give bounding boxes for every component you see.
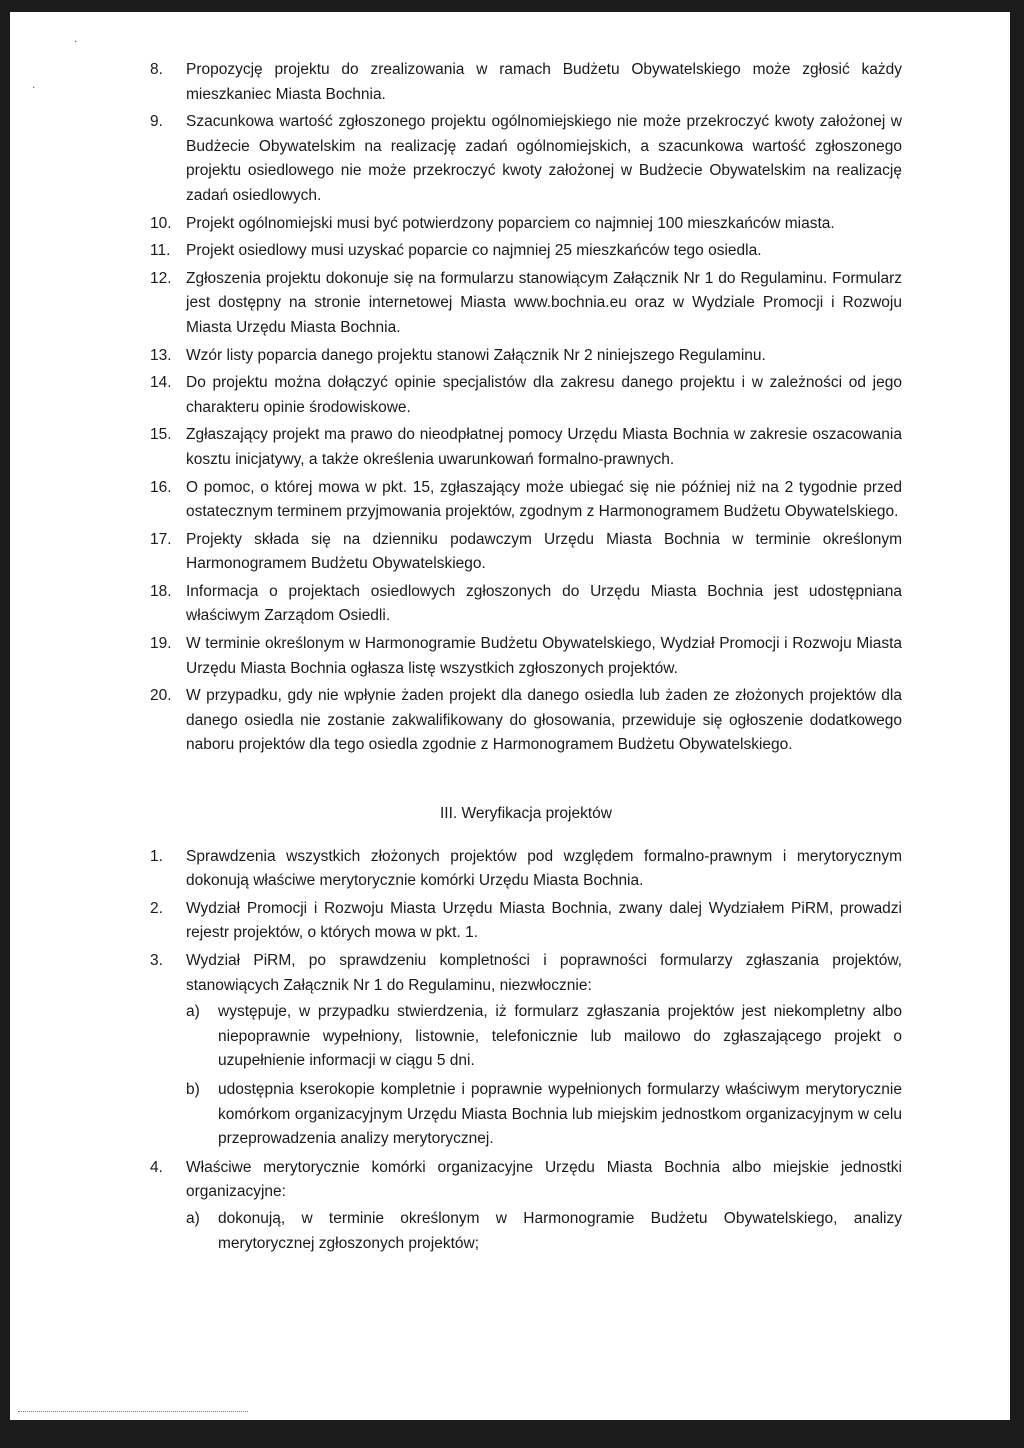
section-iii-list	[150, 845, 902, 1257]
item-number: 14.	[150, 374, 172, 392]
item-text: Projekt ogólnomiejski musi być potwierdzony poparciem co najmniej 100 mieszkańców miasta.	[186, 214, 835, 232]
sub-item	[186, 1000, 902, 1074]
item-text: W przypadku, gdy nie wpłynie żaden projekt dla danego osiedla lub żaden ze złożonych projektów dla danego osiedla nie zostanie zakwalifikowany do głosowania, przewiduje się ogłoszenie dodatkowego naboru projektów dla tego osiedla zgodnie z Harmonogramem Budżetu Obywatelskiego.	[186, 687, 902, 754]
sub-item-letter: b)	[186, 1080, 200, 1098]
item-text: Sprawdzenia wszystkich złożonych projektów pod względem formalno-prawnym i merytorycznym dokonują właściwe merytorycznie komórki Urzędu Miasta Bochnia.	[186, 847, 902, 890]
item-text: Informacja o projektach osiedlowych zgłoszonych do Urzędu Miasta Bochnia jest udostępniana właściwym Zarządom Osiedli.	[186, 582, 902, 625]
item-number: 19.	[150, 635, 172, 653]
sub-item-text: dokonują, w terminie określonym w Harmonogramie Budżetu Obywatelskiego, analizy merytorycznej zgłoszonych projektów;	[218, 1209, 902, 1252]
item-number: 17.	[150, 530, 172, 548]
item-number: 13.	[150, 346, 172, 364]
section-ii-list	[150, 58, 902, 758]
item-number: 12.	[150, 269, 172, 287]
item-text: Projekt osiedlowy musi uzyskać poparcie co najmniej 25 mieszkańców tego osiedla.	[186, 242, 762, 260]
list-item	[150, 58, 902, 107]
item-text: Szacunkowa wartość zgłoszonego projektu ogólnomiejskiego nie może przekroczyć kwoty założonej w Budżecie Obywatelskim na realizację zadań ogólnomiejskich, a szacunkowa wartość zgłoszonego projektu osiedlowego nie może przekroczyć kwoty założonej w Budżecie Obywatelskim na realizację zadań osiedlowych.	[186, 113, 902, 204]
list-item	[150, 632, 902, 681]
list-item	[150, 528, 902, 577]
list-item	[150, 949, 902, 1152]
item-text: Propozycję projektu do zrealizowania w ramach Budżetu Obywatelskiego może zgłosić każdy mieszkaniec Miasta Bochnia.	[186, 61, 902, 103]
list-item	[150, 371, 902, 420]
sub-item-text: udostępnia kserokopie kompletnie i poprawnie wypełnionych formularzy właściwym merytorycznie komórkom organizacyjnym Urzędu Miasta Bochnia lub miejskim jednostkom organizacyjnym w celu przeprowadzenia analizy merytorycznej.	[218, 1080, 902, 1148]
item-text: Wzór listy poparcia danego projektu stanowi Załącznik Nr 2 niniejszego Regulaminu.	[186, 346, 766, 364]
item-number: 10.	[150, 214, 172, 232]
item-number: 2.	[150, 899, 163, 917]
item-number: 4.	[150, 1158, 163, 1176]
document-page	[10, 12, 1010, 1420]
list-item	[150, 897, 902, 946]
list-item	[150, 845, 902, 894]
item-text: Zgłoszenia projektu dokonuje się na formularzu stanowiącym Załącznik Nr 1 do Regulaminu. Formularz jest dostępny na stronie internetowej Miasta www.bochnia.eu oraz w Wydziale Promocji i Rozwoju Miasta Urzędu Miasta Bochnia.	[186, 269, 902, 336]
item-text: Wydział Promocji i Rozwoju Miasta Urzędu Miasta Bochnia, zwany dalej Wydziałem PiRM, prowadzi rejestr projektów, o których mowa w pkt. 1.	[186, 899, 902, 942]
scan-mark: .	[74, 31, 78, 45]
list-item	[150, 344, 902, 369]
list-item	[150, 110, 902, 208]
item-text: Właściwe merytorycznie komórki organizacyjne Urzędu Miasta Bochnia albo miejskie jednostki organizacyjne:	[186, 1158, 902, 1201]
sub-item	[186, 1207, 902, 1256]
item-text: Do projektu można dołączyć opinie specjalistów dla zakresu danego projektu i w zależności od jego charakteru opinie środowiskowe.	[186, 374, 902, 416]
item-text: O pomoc, o której mowa w pkt. 15, zgłaszający może ubiegać się nie później niż na 2 tygodnie przed ostatecznym terminem przyjmowania projektów, zgodnym z Harmonogramem Budżetu Obywatelskiego.	[186, 478, 902, 521]
sub-item-text: występuje, w przypadku stwierdzenia, iż formularz zgłaszania projektów jest niekompletny albo niepoprawnie wypełniony, listownie, telefonicznie lub mailowo do zgłaszającego projekt o uzupełnienie informacji w ciągu 5 dni.	[218, 1003, 902, 1070]
item-number: 15.	[150, 426, 172, 444]
item-number: 1.	[150, 847, 163, 865]
item-text: Projekty składa się na dzienniku podawczym Urzędu Miasta Bochnia w terminie określonym Harmonogramem Budżetu Obywatelskiego.	[186, 530, 902, 573]
item-number: 9.	[150, 113, 163, 131]
item-number: 18.	[150, 582, 172, 600]
sub-item-letter: a)	[186, 1003, 200, 1021]
list-item	[150, 267, 902, 341]
sub-item-letter: a)	[186, 1209, 200, 1227]
item-number: 11.	[150, 242, 171, 260]
list-item	[150, 212, 902, 237]
list-item	[150, 423, 902, 472]
document-content	[150, 58, 902, 1260]
list-item	[150, 684, 902, 758]
scan-mark: .	[32, 77, 36, 91]
section-iii-heading: III. Weryfikacja projektów	[440, 805, 612, 823]
item-number: 20.	[150, 687, 172, 705]
list-item	[150, 1156, 902, 1256]
footer-dotted-line	[18, 1411, 248, 1412]
list-item	[150, 580, 902, 629]
list-item	[150, 476, 902, 525]
item-text: W terminie określonym w Harmonogramie Budżetu Obywatelskiego, Wydział Promocji i Rozwoju Miasta Urzędu Miasta Bochnia ogłasza listę wszystkich zgłoszonych projektów.	[186, 635, 902, 677]
item-text: Zgłaszający projekt ma prawo do nieodpłatnej pomocy Urzędu Miasta Bochnia w zakresie oszacowania kosztu inicjatywy, a także określenia uwarunkowań formalno-prawnych.	[186, 426, 902, 468]
item-number: 3.	[150, 952, 163, 969]
item-number: 8.	[150, 61, 163, 78]
item-number: 16.	[150, 478, 172, 496]
item-text: Wydział PiRM, po sprawdzeniu kompletności i poprawności formularzy zgłaszania projektów, stanowiących Załącznik Nr 1 do Regulaminu, niezwłocznie:	[186, 952, 902, 994]
sub-item	[186, 1078, 902, 1152]
list-item	[150, 239, 902, 264]
